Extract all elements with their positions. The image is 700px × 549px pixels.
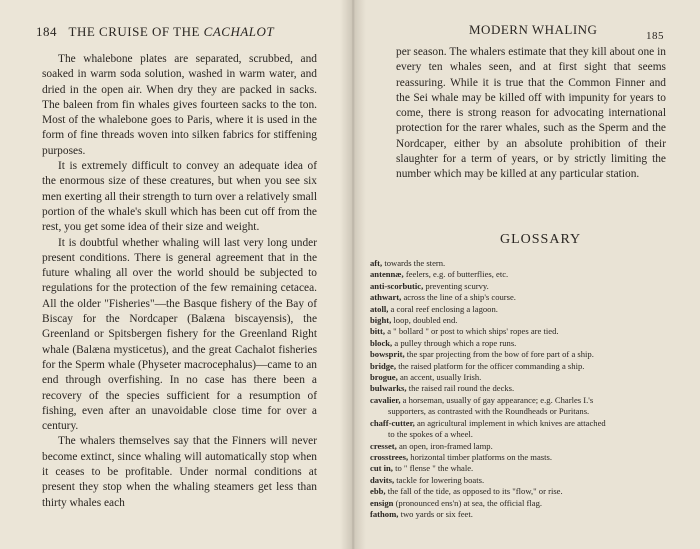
right-running-head: MODERN WHALING [469, 22, 598, 37]
glossary-list [370, 258, 670, 520]
glossary-definition: to the spokes of a wheel. [388, 429, 473, 440]
glossary-term: cavalier, [370, 394, 401, 405]
glossary-definition: the raised rail round the decks. [408, 383, 515, 394]
glossary-definition: an agricultural implement in which knives are attached [416, 417, 606, 428]
glossary-term: cresset, [370, 440, 397, 451]
glossary-entry [370, 281, 670, 292]
paragraph: It is doubtful whether whaling will last very long under present conditions. There is general agreement that in the future whaling all over the world should be subjected to regulations for the protection of the few remaining cetacea. All the older "Fisheries"—the Basque fishery of the Bay of Biscay for the Nordcaper (Balæna biscayensis), the Greenland or Spitsbergen fishery for the Greenland Right whale (Balæna mysticetus), and the great Cachalot fisheries for the Sperm whale (Physeter macrocephalus)—came to an end through overfishing. In no case has there been a recovery of the species sufficient for a resumption of fishing, even after an unavoidable close time for over a century. [42, 236, 317, 433]
glossary-entry [370, 452, 670, 463]
glossary-entry [370, 395, 670, 406]
glossary-entry [370, 429, 670, 440]
glossary-definition: the raised platform for the officer commanding a ship. [398, 360, 585, 371]
glossary-definition: to " flense " the whale. [395, 463, 474, 474]
glossary-term: aft, [370, 258, 383, 268]
left-body-text [42, 52, 317, 511]
book-gutter [340, 0, 366, 549]
glossary-definition: (pronounced ens'n) at sea, the official flag. [395, 497, 543, 508]
glossary-entry [370, 304, 670, 315]
glossary-term: fathom, [370, 508, 399, 519]
paragraph: per season. The whalers estimate that they kill about one in every ten whales seen, and at first sight that seems reassuring. While it is true that the Common Finner and the Sei whale may be killed off with impunity for years to come, there is strong reason for advocating international protection for the rarer whales, such as the Sperm and the Nordcaper, either by an absolute prohibition of their slaughter for a term of years, or by strictly limiting the number which may be killed at any particular station. [396, 46, 666, 181]
glossary-term: ensign [370, 497, 394, 508]
glossary-entry [370, 383, 670, 394]
glossary-entry [370, 338, 670, 349]
glossary-entry [370, 463, 670, 474]
glossary-definition: horizontal timber platforms on the masts. [410, 451, 553, 462]
glossary-definition: tackle for lowering boats. [396, 474, 485, 485]
glossary-definition: a pulley through which a rope runs. [394, 337, 517, 348]
glossary-entry [370, 372, 670, 383]
left-running-head-text: THE CRUISE OF THE [68, 24, 200, 39]
paragraph: The whalers themselves say that the Finners will never become extinct, since whaling will automatically stop when it ceases to be profitable. Under normal conditions at present they stop when the whaling steamers get less than thirty whales each [42, 435, 317, 509]
glossary-definition: feelers, e.g. of butterflies, etc. [405, 269, 509, 280]
glossary-term: bulwarks, [370, 383, 407, 394]
glossary-title: GLOSSARY [500, 232, 582, 247]
glossary-entry [370, 509, 670, 520]
glossary-definition: a horseman, usually of gay appearance; e.g. Charles I.'s [402, 394, 594, 405]
glossary-term: block, [370, 337, 393, 348]
paragraph: It is extremely difficult to convey an adequate idea of the enormous size of these creatures, but when you see six men exerting all their strength to turn over a relatively small portion of the whale's skull which has been cut off from the rest, you get some idea of their size and weight. [42, 160, 317, 234]
glossary-definition: an accent, usually Irish. [399, 372, 482, 383]
left-running-head [36, 24, 274, 40]
glossary-definition: the spar projecting from the bow of fore part of a ship. [406, 349, 594, 360]
glossary-entry [370, 486, 670, 497]
glossary-term: davits, [370, 474, 395, 485]
glossary-entry [370, 498, 670, 509]
left-page-number: 184 [36, 24, 57, 39]
glossary-definition: across the line of a ship's course. [403, 292, 516, 303]
glossary-term: bight, [370, 315, 392, 326]
glossary-entry [370, 269, 670, 280]
glossary-term: ebb, [370, 486, 386, 497]
left-running-head-italic: CACHALOT [203, 24, 275, 39]
glossary-term: anti-scorbutic, [370, 280, 424, 291]
glossary-definition: loop, doubled end. [393, 315, 458, 326]
glossary-definition: a coral reef enclosing a lagoon. [390, 303, 498, 314]
glossary-term: crosstrees, [370, 451, 409, 462]
glossary-term: bowsprit, [370, 349, 405, 360]
glossary-entry [370, 326, 670, 337]
glossary-term: brogue, [370, 372, 398, 383]
glossary-definition: an open, iron-framed lamp. [398, 440, 493, 451]
glossary-entry [370, 258, 670, 269]
glossary-term: atoll, [370, 303, 389, 314]
paragraph: The whalebone plates are separated, scrubbed, and soaked in warm soda solution, washed in warm water, and dried in the open air. When dry they are packed in sacks. The baleen from fin whales gives fourteen sacks to the ton. Most of the whalebone goes to Paris, where it is used in the form of fine threads woven into silken fabrics for stiffening purposes. [42, 53, 317, 157]
glossary-term: bitt, [370, 326, 386, 337]
glossary-definition: preventing scurvy. [425, 280, 489, 291]
glossary-term: athwart, [370, 292, 402, 303]
glossary-entry [370, 361, 670, 372]
right-body-text [396, 45, 666, 183]
glossary-entry [370, 315, 670, 326]
glossary-definition: the fall of the tide, as opposed to its "flow," or rise. [387, 486, 563, 497]
glossary-entry [370, 418, 670, 429]
glossary-definition: a " bollard " or post to which ships' ropes are tied. [387, 326, 559, 337]
glossary-term: bridge, [370, 360, 397, 371]
glossary-definition: supporters, as contrasted with the Roundheads or Puritans. [388, 406, 590, 417]
glossary-entry [370, 292, 670, 303]
right-page-number: 185 [646, 30, 664, 42]
glossary-entry [370, 349, 670, 360]
glossary-entry [370, 441, 670, 452]
glossary-entry [370, 475, 670, 486]
glossary-definition: towards the stern. [384, 258, 446, 268]
glossary-entry [370, 406, 670, 417]
glossary-term: chaff-cutter, [370, 417, 415, 428]
glossary-term: antennæ, [370, 269, 404, 280]
glossary-term: cut in, [370, 463, 393, 474]
glossary-definition: two yards or six feet. [400, 508, 473, 519]
